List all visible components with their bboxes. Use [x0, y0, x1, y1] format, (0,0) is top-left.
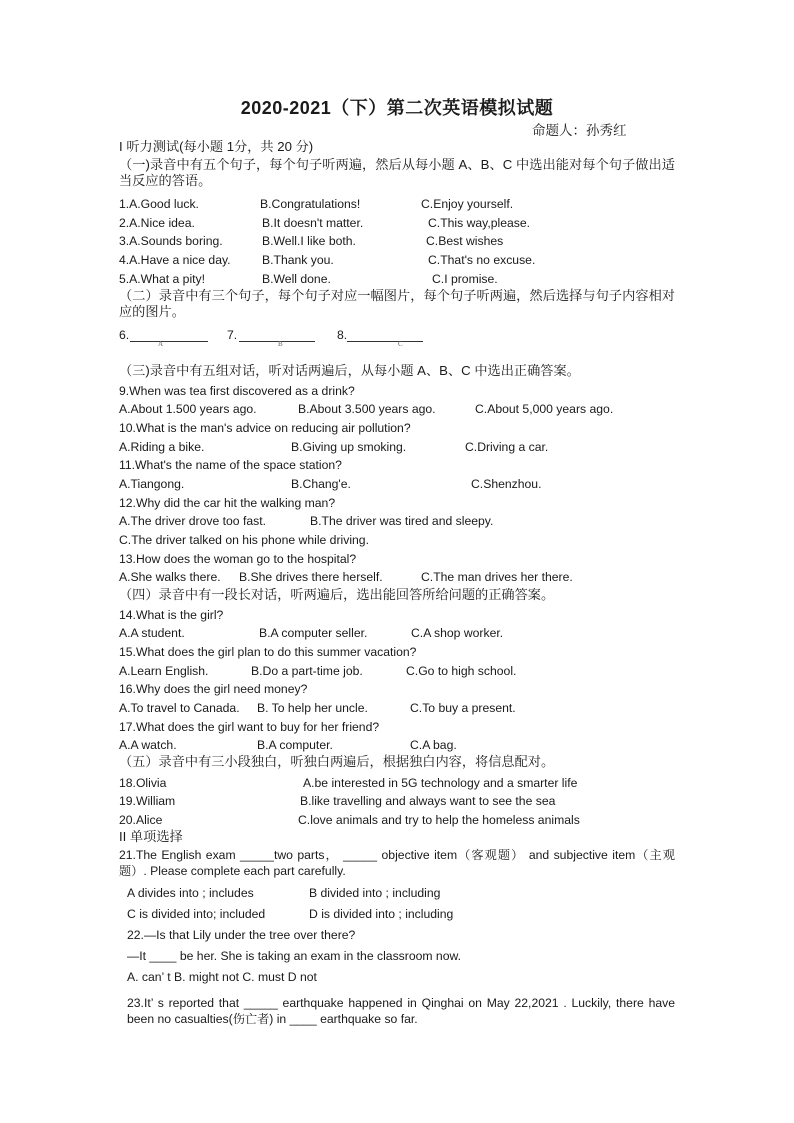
option-b: B.Do a part-time job. [251, 664, 363, 678]
match-option: C.love animals and try to help the homeless animals [298, 813, 580, 827]
option-c: C.The driver talked on his phone while driving. [119, 533, 369, 547]
option-a: A divides into ; includes [127, 886, 254, 900]
option-b: B.A computer seller. [259, 626, 368, 640]
q7-answer-blank[interactable] [239, 327, 315, 342]
option-c: C.Driving a car. [465, 440, 549, 454]
option-c: C.About 5,000 years ago. [475, 402, 614, 416]
section3-instructions: （三)录音中有五组对话，听对话两遍后，从每小题 A、B、C 中选出正确答案。 [119, 363, 580, 378]
option-c: C.Shenzhou. [471, 477, 542, 491]
option-c: C.I promise. [432, 272, 498, 286]
option-c: C.That's no excuse. [428, 253, 536, 267]
option-c: C.A shop worker. [411, 626, 504, 640]
q8-label: 8. [337, 328, 348, 342]
question-stem: 22.—Is that Lily under the tree over there? [127, 928, 356, 942]
match-option: B.like travelling and always want to see the sea [300, 794, 556, 808]
question-stem: 13.How does the woman go to the hospital? [119, 552, 357, 566]
question-stem: 16.Why does the girl need money? [119, 682, 308, 696]
option-b: B.Giving up smoking. [291, 440, 407, 454]
page-title: 2020-2021（下）第二次英语模拟试题 [240, 98, 554, 118]
option-b: B.Congratulations! [260, 197, 361, 211]
question-stem: 9.When was tea first discovered as a drink? [119, 384, 355, 398]
picture-label-a: A [158, 340, 164, 348]
option-c: C.The man drives her there. [421, 570, 573, 584]
question-stem: 21.The English exam _____two parts， _____ objective item（客观题） and subjective item（主观题）. Please complete each part carefully. [119, 848, 675, 878]
option-d: D is divided into ; including [309, 907, 454, 921]
option-c: C.Best wishes [426, 234, 504, 248]
option-a: A.The driver drove too fast. [119, 514, 266, 528]
option-a: 1.A.Good luck. [119, 197, 199, 211]
section1-instructions: （一)录音中有五个句子，每个句子听两遍，然后从每小题 A、B、C 中选出能对每个句子做出适当反应的答语。 [119, 157, 675, 188]
option-b: B.About 3.500 years ago. [298, 402, 436, 416]
q7-label: 7. [227, 328, 238, 342]
question-stem: 14.What is the girl? [119, 608, 224, 622]
option-a: A.Learn English. [119, 664, 209, 678]
question-stem: 11.What's the name of the space station? [119, 458, 342, 472]
q6-answer-blank[interactable] [130, 327, 208, 342]
question-stem: 15.What does the girl plan to do this summer vacation? [119, 645, 417, 659]
option-c: C.To buy a present. [410, 701, 516, 715]
question-stem-response: —It ____ be her. She is taking an exam in the classroom now. [127, 949, 461, 963]
option-b: B.Well done. [262, 272, 331, 286]
option-b: B.She drives there herself. [239, 570, 383, 584]
question-stem: 17.What does the girl want to buy for her friend? [119, 720, 380, 734]
q8-answer-blank[interactable] [347, 327, 423, 342]
option-a: A.Tiangong. [119, 477, 185, 491]
option-c: C.Enjoy yourself. [421, 197, 514, 211]
option-c: C.A bag. [410, 738, 457, 752]
match-name: 19.William [119, 794, 176, 808]
q6-label: 6. [119, 328, 130, 342]
question-stem: 10.What is the man's advice on reducing air pollution? [119, 421, 411, 435]
option-b: B.The driver was tired and sleepy. [310, 514, 494, 528]
option-b: B.Thank you. [262, 253, 334, 267]
option-c: C is divided into; included [127, 907, 266, 921]
option-a: A.A watch. [119, 738, 177, 752]
option-a: 4.A.Have a nice day. [119, 253, 231, 267]
option-a: A.A student. [119, 626, 185, 640]
option-b: B divided into ; including [309, 886, 441, 900]
option-a: 2.A.Nice idea. [119, 216, 195, 230]
question-options: A. can’ t B. might not C. must D not [127, 970, 317, 984]
section4-instructions: （四）录音中有一段长对话，听两遍后，选出能回答所给问题的正确答案。 [119, 587, 555, 602]
option-c: C.Go to high school. [406, 664, 517, 678]
question-stem: 12.Why did the car hit the walking man? [119, 496, 336, 510]
picture-label-c: C [398, 340, 403, 348]
picture-label-b: B [278, 340, 283, 348]
option-a: A.She walks there. [119, 570, 221, 584]
option-a: 3.A.Sounds boring. [119, 234, 223, 248]
option-a: A.About 1.500 years ago. [119, 402, 257, 416]
option-b: B.It doesn't matter. [262, 216, 364, 230]
option-b: B.A computer. [257, 738, 333, 752]
section2-instructions: （二）录音中有三个句子，每个句子对应一幅图片，每个句子听两遍，然后选择与句子内容相对应的图片。 [119, 288, 675, 319]
match-name: 20.Alice [119, 813, 163, 827]
section5-instructions: （五）录音中有三小段独白，听独白两遍后，根据独白内容，将信息配对。 [119, 754, 555, 769]
option-a: A.To travel to Canada. [119, 701, 240, 715]
option-a: A.Riding a bike. [119, 440, 205, 454]
match-name: 18.Olivia [119, 776, 167, 790]
match-option: A.be interested in 5G technology and a smarter life [303, 776, 578, 790]
option-a: 5.A.What a pity! [119, 272, 206, 286]
option-b: B.Well.I like both. [262, 234, 356, 248]
question-stem: 23.It’ s reported that _____ earthquake happened in Qinghai on May 22,2021 . Luckily, there have been no casualties(伤亡者) in ____ earthquake so far. [127, 996, 675, 1026]
option-c: C.This way,please. [428, 216, 531, 230]
option-b: B. To help her uncle. [257, 701, 368, 715]
option-b: B.Chang'e. [291, 477, 351, 491]
part2-heading: II 单项选择 [119, 829, 183, 844]
part1-heading: I 听力测试(每小题 1分，共 20 分) [119, 139, 314, 154]
author-line: 命题人：孙秀红 [532, 123, 627, 138]
